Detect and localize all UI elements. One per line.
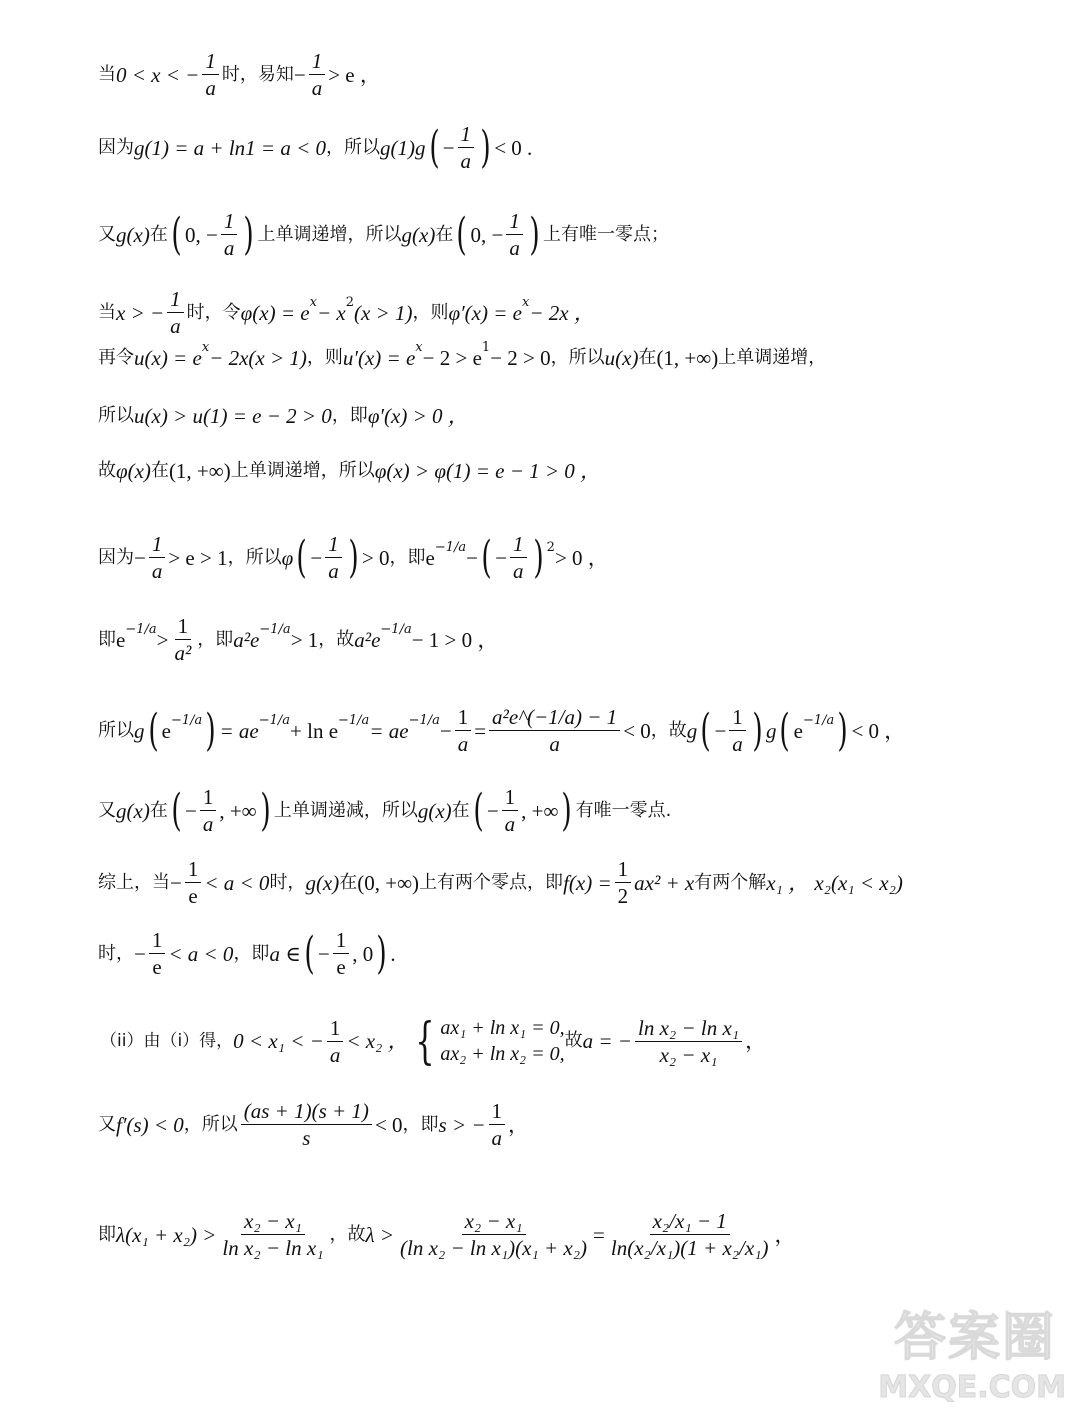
line-6 xyxy=(98,405,469,427)
line-9: 即 e −1/a > $\frac{1}{\text{a²}}$ ，即 a²e −1/a > 1 ，故 a²e −1/a − 1 > 0 ， xyxy=(98,614,499,665)
math: − xyxy=(466,545,478,570)
left-paren: ( xyxy=(428,121,440,173)
math: (x > 1) xyxy=(353,300,413,325)
line-7 xyxy=(98,460,601,482)
fraction: $\frac{1}{\text{a²}}$ xyxy=(174,614,192,665)
math: φ′(x) = e xyxy=(448,300,522,325)
math: − xyxy=(293,62,306,87)
text: 在 xyxy=(149,223,168,245)
text: 时，令 xyxy=(186,301,241,323)
math: u(x) xyxy=(604,346,639,370)
math: − 2x(x > 1) xyxy=(209,346,307,370)
math: − 2 > 0 xyxy=(490,346,551,370)
text: 在 xyxy=(638,347,657,368)
math: < 0 . xyxy=(494,135,533,160)
text: ，故 xyxy=(329,1223,366,1245)
text: 上单调递增，所以 xyxy=(257,223,402,245)
math: ax² + x xyxy=(634,870,695,895)
text: 又 xyxy=(98,223,116,245)
line-14 xyxy=(100,1012,767,1070)
math: φ xyxy=(281,545,294,570)
fraction: $\frac{1}{e}$ xyxy=(149,929,166,978)
math: f′(s) < 0 xyxy=(116,1112,184,1137)
fraction: $\frac{1}{a}$ xyxy=(200,786,217,835)
text: 时， xyxy=(98,942,134,964)
fraction: $\frac{1}{2}$ xyxy=(615,858,632,907)
line-12 xyxy=(98,858,903,907)
text: 所以 xyxy=(98,405,134,426)
math: > 0 xyxy=(361,545,390,570)
text: ，所以 xyxy=(227,546,282,568)
fraction: $\frac{1}{a}$ xyxy=(221,210,238,259)
fraction: $\frac{1}{a}$ xyxy=(309,50,326,99)
fraction: $\frac{1}{a}$ xyxy=(202,50,219,99)
line-16 xyxy=(98,1210,796,1259)
math: φ(x) > φ(1) = e − 1 > 0 ， xyxy=(374,459,602,483)
math: < a < 0 xyxy=(204,870,270,895)
math: 0 < x₁ < − xyxy=(233,1029,324,1053)
math: < a < 0 xyxy=(168,941,234,966)
math: s > − xyxy=(438,1112,486,1137)
text: 即 xyxy=(98,1223,116,1245)
fraction: $\frac{\text{x₂/x₁ − 1}}{\text{ln(x₂/x₁)(1 + x₂/x₁)}}$ xyxy=(610,1209,769,1260)
text: 故 xyxy=(98,460,116,481)
text: 上有两个零点，即 xyxy=(419,871,564,893)
math: < 0 xyxy=(623,718,651,743)
text: 因为 xyxy=(98,136,134,158)
fraction: $\frac{(as + 1)(s + 1)}{s}$ xyxy=(241,1100,372,1149)
text: 又 xyxy=(98,1113,116,1135)
math: < x₂ ， xyxy=(346,1029,409,1053)
math: g xyxy=(765,718,777,743)
math: ， xyxy=(745,1029,767,1053)
right-paren: ) xyxy=(480,121,491,173)
fraction: $\frac{1}{a}$ xyxy=(502,786,519,835)
fraction: $\frac{1}{a}$ xyxy=(510,533,527,582)
text: 所以 xyxy=(98,719,134,741)
text: 时，易知 xyxy=(221,63,294,85)
text: 在 xyxy=(149,799,168,821)
math: − 2x ， xyxy=(529,300,595,325)
math: a = − xyxy=(582,1029,632,1053)
math: φ(x) = e xyxy=(240,300,310,325)
text: 综上，当 xyxy=(98,871,170,893)
math: g(1)g xyxy=(380,135,426,160)
text: 当 xyxy=(98,63,116,85)
math: = xyxy=(474,718,487,743)
equation-system: ax₁ + ln x₁ = 0, ax₂ + ln x₂ = 0, xyxy=(440,1017,565,1065)
text: 上单调递增，所以 xyxy=(230,460,375,481)
text: 即 xyxy=(98,628,116,650)
line-15 xyxy=(98,1100,529,1149)
text: 故 xyxy=(564,1030,583,1051)
left-brace: { xyxy=(414,1012,435,1070)
text: ，所以 xyxy=(326,136,381,158)
math: x > − xyxy=(116,300,165,325)
text: 在 xyxy=(339,871,358,893)
line-13: 时， − $\frac{1}{e}$ < a < 0 ，即 a ∈ ( − $\frac{1}{e}$ , 0 ) . xyxy=(98,927,396,979)
text: 因为 xyxy=(98,546,134,568)
math: ， xyxy=(508,1112,530,1137)
line-2: 因为 g(1) = a + ln1 = a < 0 ，所以 g(1)g ( − $\frac{1}{a}$ ) < 0 . xyxy=(98,121,533,173)
fraction: $\frac{1}{a}$ xyxy=(489,1100,506,1149)
line-3: 又 g(x) 在 ( 0, − $\frac{1}{a}$ ) 上单调递增，所以 g(x) 在 ( 0, − $\frac{1}{a}$ ) 上有唯一零点； xyxy=(98,208,669,260)
math: > 1 xyxy=(290,627,319,652)
math: − xyxy=(439,718,452,743)
fraction: $\frac{1}{a}$ xyxy=(149,533,166,582)
math: (1, +∞) xyxy=(168,459,231,483)
text: ，故 xyxy=(318,628,355,650)
text: ，即 xyxy=(331,405,368,426)
text: 上有唯一零点； xyxy=(543,223,669,245)
text: ，所以 xyxy=(550,347,605,368)
fraction: $\frac{\text{a²e\textasciicircum{}(−1/a) − 1}}{a}$ xyxy=(489,706,620,755)
math: − 2 > e xyxy=(422,346,482,370)
math: − xyxy=(134,941,146,966)
math: a²e xyxy=(233,627,260,652)
math: ， xyxy=(774,1222,796,1247)
text: ，则 xyxy=(306,347,343,368)
fraction: $\frac{1}{a}$ xyxy=(458,123,475,172)
text: 在 xyxy=(435,223,454,245)
fraction: $\frac{1}{a}$ xyxy=(167,288,184,337)
math: u′(x) = e xyxy=(342,346,416,370)
line-11: 又 g(x) 在 ( − $\frac{1}{a}$ , +∞ ) 上单调递减，所以 g(x) 在 ( − $\frac{1}{a}$ , +∞ ) 有唯一零点. xyxy=(98,784,672,836)
line-8: 因为 − $\frac{1}{a}$ > e > 1 ，所以 φ ( − $\frac{1}{a}$ ) > 0 ，即 e −1/a − ( − $\frac{1}{a}$ ) 2 > 0 ， xyxy=(98,531,609,583)
fraction: $\frac{1}{a}$ xyxy=(327,1017,344,1066)
math: g(x) xyxy=(305,870,340,895)
text: 上单调递增， xyxy=(718,347,827,368)
line-1 xyxy=(98,50,381,99)
math: λ > xyxy=(365,1222,395,1247)
text: ，即 xyxy=(197,628,234,650)
fraction: $\frac{1}{a}$ xyxy=(729,706,746,755)
math: (1, +∞) xyxy=(656,346,719,370)
math: u(x) = e xyxy=(134,346,202,370)
fraction: $\frac{1}{a}$ xyxy=(325,533,342,582)
math: (0, +∞) xyxy=(357,870,420,895)
text: 有两个解 xyxy=(694,871,767,893)
fraction: $\frac{\text{x₂ − x₁}}{\text{ln x₂ − ln x₁}}$ xyxy=(222,1209,324,1260)
math: − 1 > 0 ， xyxy=(411,627,499,652)
text: ，则 xyxy=(412,301,449,323)
line-5: 再令 u(x) = e x − 2x(x > 1) ，则 u′(x) = e x − 2 > e 1 − 2 > 0 ，所以 u(x) 在 (1, +∞) 上单调递增， xyxy=(98,340,827,370)
math: − xyxy=(134,545,146,570)
fraction: $\frac{1}{a}$ xyxy=(455,706,472,755)
text: 时， xyxy=(269,871,306,893)
math: φ(x) xyxy=(116,459,151,483)
math: e xyxy=(425,545,435,570)
math: . xyxy=(390,941,396,966)
text: ，即 xyxy=(233,942,270,964)
text: ，所以 xyxy=(183,1113,238,1135)
watermark-top-text: 答案圈 xyxy=(893,1308,1056,1368)
math: > e ， xyxy=(328,62,381,87)
fraction: $\frac{\text{x₂ − x₁}}{\text{(ln x₂ − ln x₁)(x₁ + x₂)}}$ xyxy=(400,1209,588,1260)
math: = ae xyxy=(369,718,409,743)
math: g xyxy=(686,718,698,743)
math: > xyxy=(156,627,169,652)
math: < 0 ， xyxy=(851,718,906,743)
fraction: $\frac{\text{ln x₂ − ln x₁}}{\text{x₂ − x₁}}$ xyxy=(635,1017,742,1066)
math: > e > 1 xyxy=(168,545,228,570)
fraction: $\frac{1}{e}$ xyxy=(185,858,202,907)
watermark-bottom-text: MXQE.COM xyxy=(878,1370,1066,1405)
math: g xyxy=(134,718,145,743)
math: g(x) xyxy=(116,222,150,247)
math: a ∈ xyxy=(269,941,301,966)
math: φ′(x) > 0 ， xyxy=(367,404,469,428)
fraction: $\frac{1}{a}$ xyxy=(506,210,523,259)
math: − x xyxy=(316,300,346,325)
math: λ(x₁ + x₂) > xyxy=(116,1222,217,1247)
text: 上单调递减，所以 xyxy=(273,799,418,821)
math: f(x) = xyxy=(563,870,612,895)
text: （ii）由（i）得， xyxy=(100,1031,234,1051)
math: g(x) xyxy=(417,798,452,823)
text: 又 xyxy=(98,799,116,821)
math: 0 < x < − xyxy=(116,62,200,87)
math: g(x) xyxy=(401,222,436,247)
text: 有唯一零点. xyxy=(575,799,672,821)
math: g(1) = a + ln1 = a < 0 xyxy=(134,135,327,160)
math: a²e xyxy=(354,627,381,652)
line-10: 所以 g ( e −1/a ) = ae −1/a + ln e −1/a = ae −1/a − $\frac{1}{a}$ = $\frac{\text{a²e\textasciicircum{}(−1/a) − 1}}{a}$ < 0 ，故 g ( − $\frac{1}{a}$ ) g ( e −1/a ) < 0 ， xyxy=(98,704,906,756)
line-4: 当 x > − $\frac{1}{a}$ 时，令 φ(x) = e x − x 2 (x > 1) ，则 φ′(x) = e x − 2x ， xyxy=(98,287,595,338)
text: ，即 xyxy=(389,546,426,568)
watermark-logo xyxy=(876,1295,1066,1405)
math: x₁ ， x₂(x₁ < x₂) xyxy=(766,870,903,895)
math: g(x) xyxy=(116,798,150,823)
math: = ae xyxy=(219,718,259,743)
math: − xyxy=(170,870,182,895)
math: = xyxy=(593,1222,605,1247)
text: ，故 xyxy=(650,719,687,741)
fraction: $\frac{1}{e}$ xyxy=(333,929,350,978)
math: < 0 xyxy=(374,1112,403,1137)
math: > 0 ， xyxy=(554,545,609,570)
text: 当 xyxy=(98,301,116,323)
text: 再令 xyxy=(98,347,134,368)
text: ，即 xyxy=(402,1113,439,1135)
text: 在 xyxy=(150,460,169,481)
math: u(x) > u(1) = e − 2 > 0 xyxy=(134,404,332,428)
text: 在 xyxy=(451,799,470,821)
math: e xyxy=(116,627,126,652)
math: + ln e xyxy=(290,718,339,743)
